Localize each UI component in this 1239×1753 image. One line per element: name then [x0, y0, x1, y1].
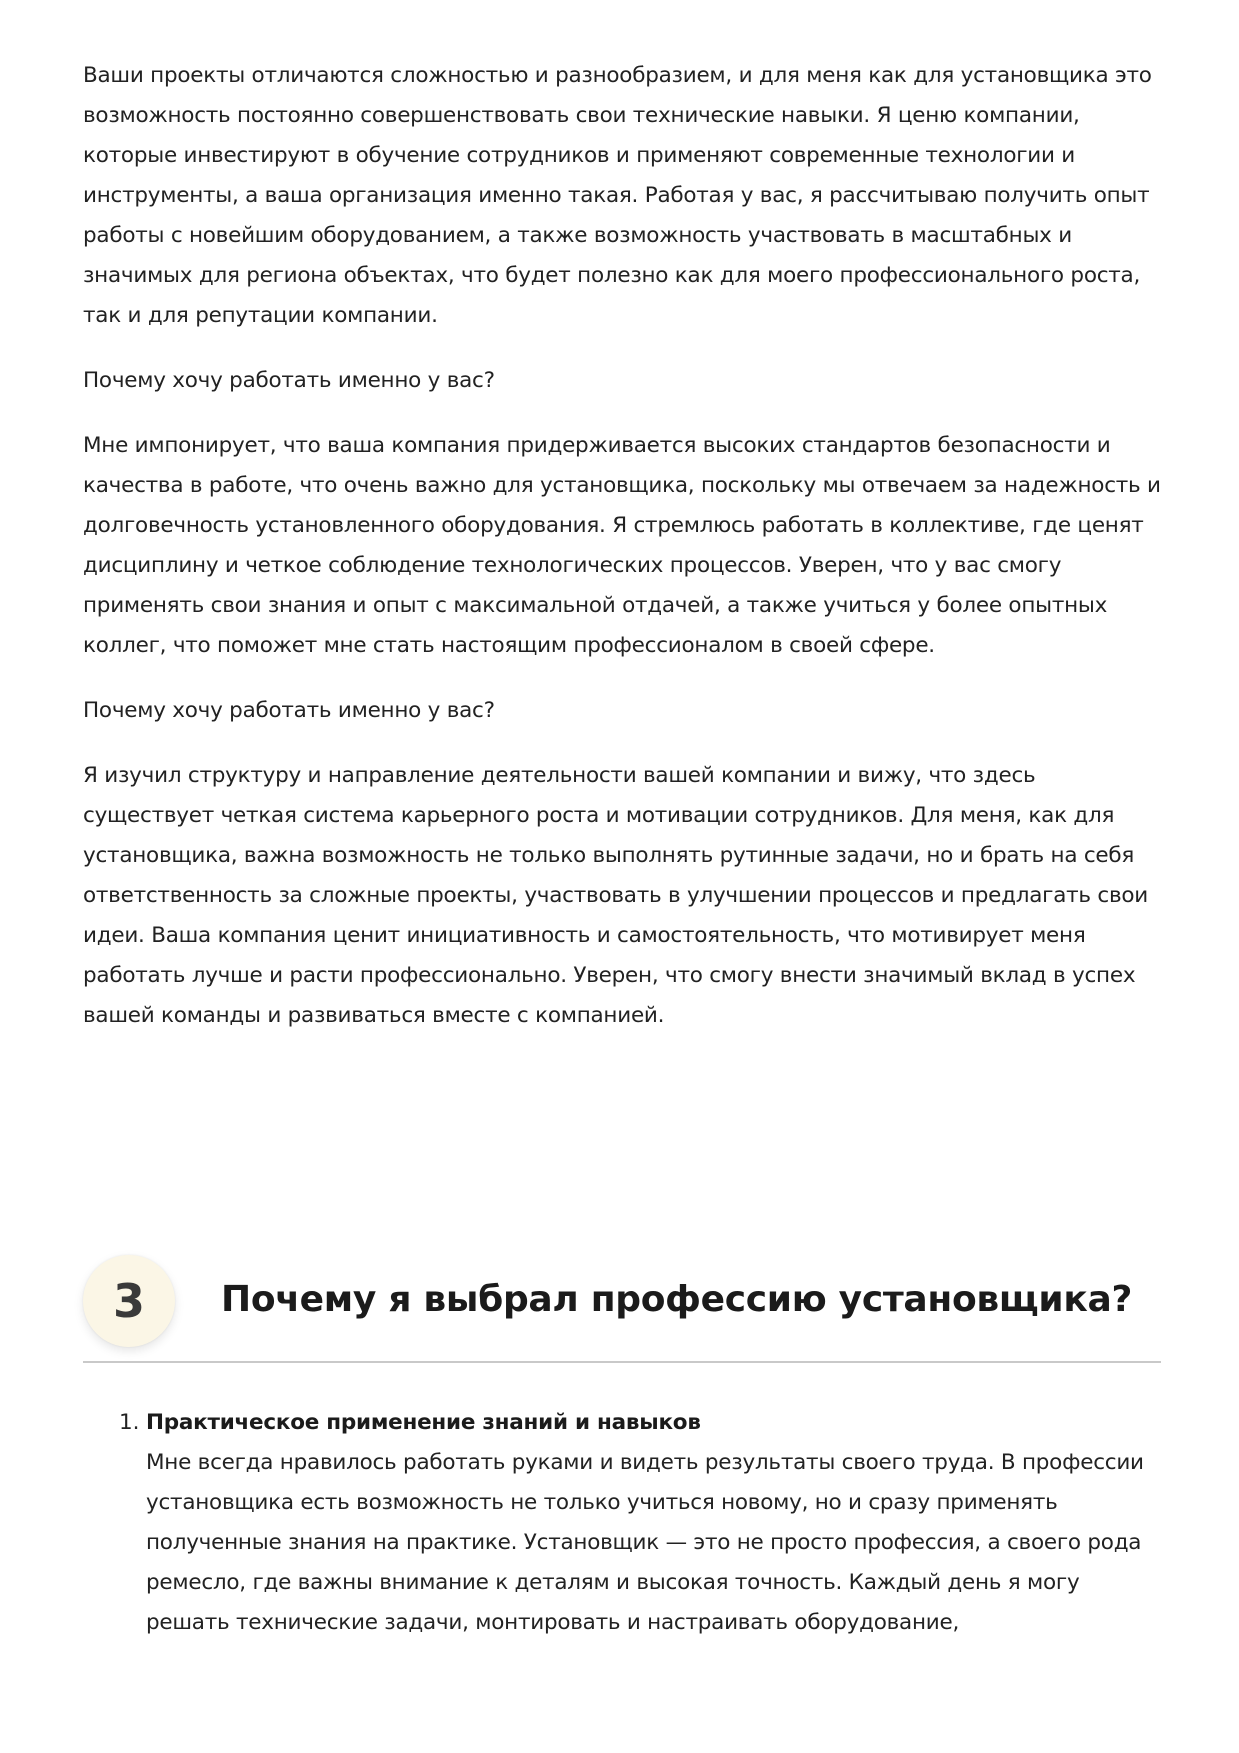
list-item: [83, 1403, 1161, 1643]
list-item-number: 1.: [119, 1410, 140, 1435]
list-item-title: Практическое применение знаний и навыков: [146, 1410, 701, 1435]
answer-paragraph-1: Мне импонирует, что ваша компания придерживается высоких стандартов безопасности и качества в работе, что очень важно для установщика, поскольку мы отвечаем за надежность и долговечность установленного оборудования. Я стремлюсь работать в коллективе, где ценят дисциплину и четкое соблюдение технологических процессов. Уверен, что у вас смогу применять свои знания и опыт с максимальной отдачей, а также учиться у более опытных коллег, что поможет мне стать настоящим профессионалом в своей сфере.: [83, 433, 1161, 658]
intro-paragraph: Ваши проекты отличаются сложностью и разнообразием, и для меня как для установщика это возможность постоянно совершенствовать свои технические навыки. Я ценю компании, которые инвестируют в обучение сотрудников и применяют современные технологии и инструменты, а ваша организация именно такая. Работая у вас, я рассчитываю получить опыт работы с новейшим оборудованием, а также возможность участвовать в масштабных и значимых для региона объектах, что будет полезно как для моего профессионального роста, так и для репутации компании.: [83, 63, 1152, 328]
question-heading-2: Почему хочу работать именно у вас?: [83, 698, 495, 723]
section-number-badge: 3: [83, 1255, 175, 1347]
section-header: [83, 1255, 1161, 1363]
document-body: [83, 56, 1161, 1036]
list-item-body: Мне всегда нравилось работать руками и видеть результаты своего труда. В профессии установщика есть возможность не только учиться новому, но и сразу применять полученные знания на практике. Установщик — это не просто профессия, а своего рода ремесло, где важны внимание к деталям и высокая точность. Каждый день я могу решать технические задачи, монтировать и настраивать оборудование,: [146, 1450, 1144, 1635]
section-title: Почему я выбрал профессию установщика?: [221, 1279, 1133, 1320]
answer-paragraph-2: Я изучил структуру и направление деятельности вашей компании и вижу, что здесь существует четкая система карьерного роста и мотивации сотрудников. Для меня, как для установщика, важна возможность не только выполнять рутинные задачи, но и брать на себя ответственность за сложные проекты, участвовать в улучшении процессов и предлагать свои идеи. Ваша компания ценит инициативность и самостоятельность, что мотивирует меня работать лучше и расти профессионально. Уверен, что смогу внести значимый вклад в успех вашей команды и развиваться вместе с компанией.: [83, 763, 1149, 1028]
question-heading-1: Почему хочу работать именно у вас?: [83, 368, 495, 393]
reasons-list: [83, 1403, 1161, 1643]
